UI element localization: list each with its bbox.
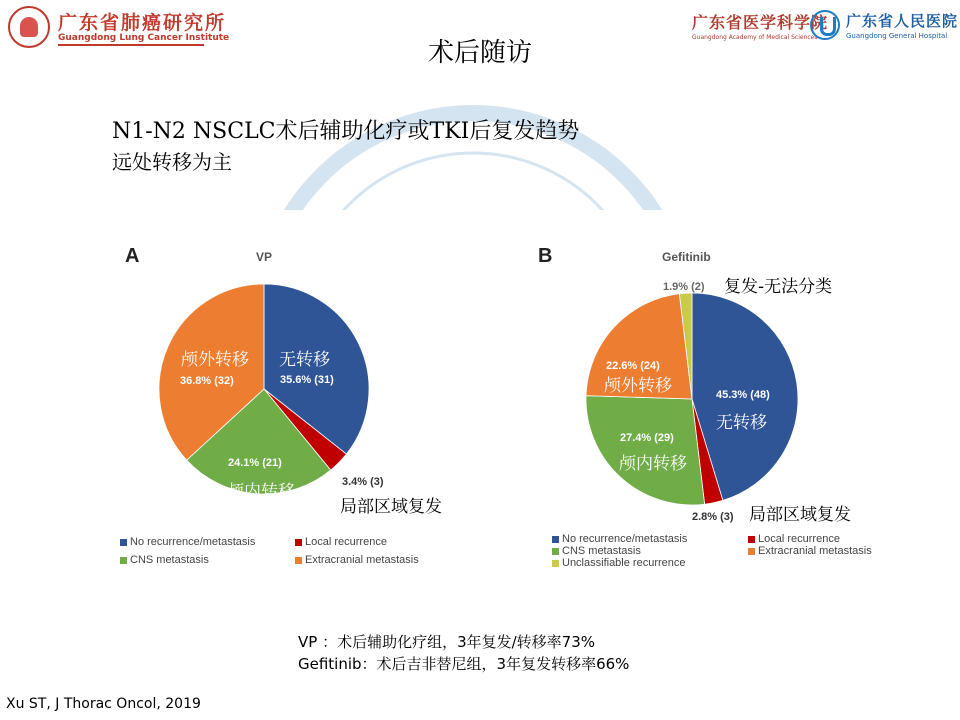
legend-label: Local recurrence	[758, 533, 840, 545]
legend-swatch	[552, 560, 559, 567]
pie-a-cn-cns: 颅内转移	[227, 482, 295, 502]
legend-swatch	[295, 539, 302, 546]
legend-swatch	[748, 536, 755, 543]
legend-swatch	[748, 548, 755, 555]
legend-swatch	[120, 539, 127, 546]
subtitle-line-2: 远处转移为主	[112, 150, 232, 174]
legend-swatch	[552, 548, 559, 555]
slide-title: 术后随访	[427, 38, 532, 68]
legend-label: CNS metastasis	[562, 545, 641, 557]
legend-label: Extracranial metastasis	[305, 554, 419, 566]
panel-a-title: VP	[256, 250, 273, 264]
pie-a-cn-extracranial: 颅外转移	[181, 350, 249, 370]
panel-b-letter: B	[538, 245, 553, 267]
pie-a-label-local: 3.4% (3)	[342, 476, 384, 488]
academy-name-en: Guangdong Academy of Medical Sciences	[692, 34, 818, 41]
legend-a-item-cns	[120, 554, 209, 566]
institute-name-en: Guangdong Lung Cancer Institute	[58, 33, 230, 43]
pie-a-cn-local: 局部区域复发	[340, 497, 442, 517]
legend-a	[120, 536, 450, 576]
pie-b-cn-local: 局部区域复发	[749, 505, 851, 525]
pie-a-label-no-recurrence: 35.6% (31)	[280, 374, 334, 386]
pie-b-cn-unclassifiable: 复发-无法分类	[724, 277, 833, 297]
legend-label: Unclassifiable recurrence	[562, 557, 686, 569]
panel-b-title: Gefitinib	[662, 250, 711, 264]
pie-a-label-cns: 24.1% (21)	[228, 457, 282, 469]
academy-name-cn: 广东省医学科学院	[692, 13, 829, 32]
citation: Xu ST, J Thorac Oncol, 2019	[6, 696, 201, 712]
pie-chart-a	[100, 270, 440, 510]
legend-label: Local recurrence	[305, 536, 387, 548]
pie-b-label-local: 2.8% (3)	[692, 511, 734, 523]
legend-a-item-local	[295, 536, 387, 548]
pie-b-label-cns: 27.4% (29)	[620, 432, 674, 444]
legend-b	[552, 533, 892, 573]
pie-b-cn-cns: 颅内转移	[619, 454, 687, 474]
pie-a-label-extracranial: 36.8% (32)	[180, 375, 234, 387]
hospital-name-cn: 广东省人民医院	[846, 12, 959, 30]
legend-b-item-unclassifiable	[552, 557, 686, 569]
pie-b-label-no-recurrence: 45.3% (48)	[716, 389, 770, 401]
legend-label: No recurrence/metastasis	[562, 533, 688, 545]
pie-b-cn-no-recurrence: 无转移	[716, 413, 767, 433]
legend-swatch	[295, 557, 302, 564]
legend-b-item-no-recurrence	[552, 533, 687, 545]
legend-a-item-extracranial	[295, 554, 419, 566]
legend-label: CNS metastasis	[130, 554, 209, 566]
institute-name-cn: 广东省肺癌研究所	[58, 12, 227, 34]
pie-b-label-unclassifiable: 1.9% (2)	[663, 281, 705, 293]
pie-chart-b	[560, 270, 840, 520]
legend-a-item-no-recurrence	[120, 536, 255, 548]
legend-label: Extracranial metastasis	[758, 545, 872, 557]
legend-swatch	[552, 536, 559, 543]
note-gefitinib: Gefitinib：术后吉非替尼组，3年复发转移率66%	[298, 655, 630, 673]
pie-b-cn-extracranial: 颅外转移	[604, 376, 672, 396]
legend-label: No recurrence/metastasis	[130, 536, 256, 548]
legend-b-item-extracranial	[748, 545, 872, 557]
legend-b-item-cns	[552, 545, 641, 557]
pie-b-label-extracranial: 22.6% (24)	[606, 360, 660, 372]
note-vp: VP ：术后辅助化疗组，3年复发/转移率73%	[298, 633, 596, 651]
legend-swatch	[120, 557, 127, 564]
legend-b-item-local	[748, 533, 840, 545]
subtitle-line-1: N1-N2 NSCLC术后辅助化疗或TKI后复发趋势	[112, 119, 580, 144]
hospital-name-en: Guangdong General Hospital	[846, 32, 948, 40]
panel-a-letter: A	[125, 245, 140, 267]
pie-a-cn-no-recurrence: 无转移	[279, 350, 330, 370]
